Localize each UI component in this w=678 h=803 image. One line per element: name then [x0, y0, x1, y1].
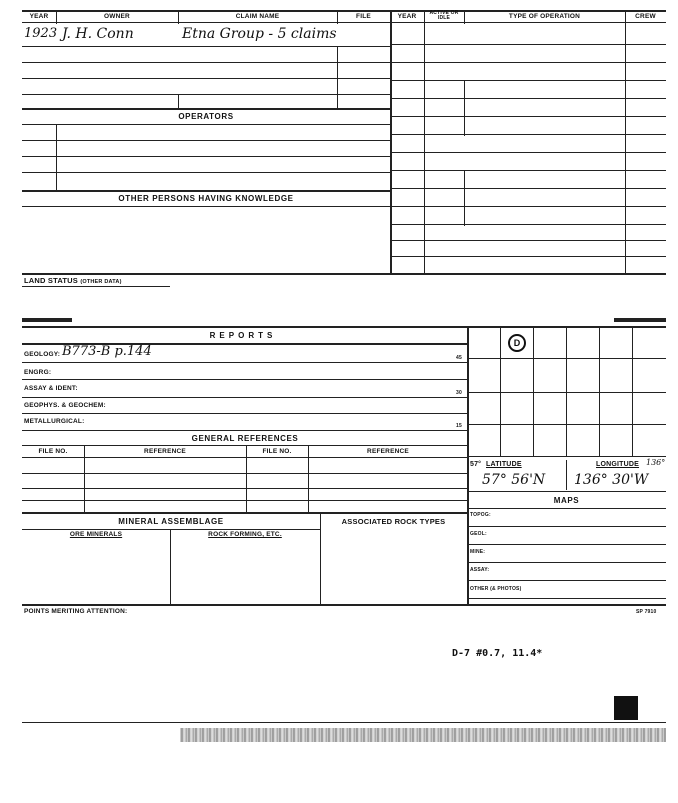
entry-year: 1923	[24, 26, 58, 41]
gr-col-line	[84, 445, 85, 512]
latitude-label: LATITUDE	[486, 461, 522, 468]
gr-header-reference: REFERENCE	[144, 448, 186, 455]
report-value-geology: B773-B p.144	[62, 344, 152, 359]
grid-line	[566, 326, 567, 456]
op-row-rule	[390, 44, 666, 45]
operators-label: OPERATORS	[178, 112, 234, 121]
top-rule	[22, 10, 666, 12]
row-rule	[22, 46, 390, 47]
report-num-30: 30	[456, 390, 462, 396]
header-owner: OWNER	[104, 13, 130, 20]
land-status-underline	[22, 286, 170, 287]
grid-line	[467, 456, 666, 457]
report-label-engrg: ENGRG:	[24, 369, 52, 376]
report-rule	[22, 379, 468, 380]
other-persons-rule	[22, 190, 390, 192]
row-rule	[22, 206, 390, 207]
report-label-geology: GEOLOGY:	[24, 351, 61, 358]
header-rule	[22, 22, 666, 23]
gr-header-file-no: FILE NO.	[38, 448, 68, 455]
op-row-rule	[390, 152, 666, 153]
center-divider	[390, 10, 392, 274]
claims-bottom-rule	[22, 273, 666, 275]
op-row-rule	[390, 80, 666, 81]
op-row-rule	[390, 170, 666, 171]
gr-header-rule	[22, 445, 468, 446]
ma-bottom-rule	[22, 604, 666, 606]
grid-line	[467, 392, 666, 393]
ma-col-line	[170, 529, 171, 604]
gr-rule	[22, 473, 468, 474]
header-file: FILE	[356, 13, 371, 20]
maps-topog: TOPOG:	[470, 512, 491, 518]
row-rule	[22, 62, 390, 63]
row-rule	[22, 124, 390, 125]
maps-rule	[467, 544, 666, 545]
row-rule	[22, 156, 390, 157]
op-row-rule	[390, 116, 666, 117]
report-rule	[22, 362, 468, 363]
points-meriting-attention-label: POINTS MERITING ATTENTION:	[24, 608, 128, 615]
longitude-value: 136° 30'W	[574, 472, 649, 488]
punch-mark	[614, 318, 666, 322]
reports-title: REPORTS	[209, 331, 277, 340]
gr-col-line	[308, 445, 309, 512]
header-claim-name: CLAIM NAME	[235, 13, 280, 20]
gr-bottom-rule	[22, 512, 468, 514]
punch-mark	[22, 318, 72, 322]
lat-long-rule	[467, 491, 666, 492]
typed-note: D-7 #0.7, 11.4*	[452, 648, 543, 659]
report-label-metallurgical: METALLURGICAL:	[24, 418, 85, 425]
gr-rule	[22, 457, 468, 458]
header-active-or-idle: ACTIVE OR IDLE	[429, 10, 459, 21]
latitude-value: 57° 56'N	[482, 472, 546, 488]
lat-prefix: 57°	[470, 461, 482, 468]
land-status-sub: (OTHER DATA)	[80, 279, 122, 285]
header-year: YEAR	[29, 13, 49, 20]
op-year-divider	[424, 10, 425, 274]
row-rule	[22, 78, 390, 79]
maps-mine: MINE:	[470, 549, 486, 555]
maps-rule	[467, 580, 666, 581]
file-col-line	[337, 46, 338, 108]
header-crew: CREW	[635, 13, 656, 20]
row-rule	[22, 94, 390, 95]
maps-header-rule	[467, 508, 666, 509]
grid-line	[467, 424, 666, 425]
report-rule	[22, 397, 468, 398]
maps-rule	[467, 598, 666, 599]
maps-rule	[467, 526, 666, 527]
op-row-rule	[390, 98, 666, 99]
gr-rule	[22, 488, 468, 489]
longitude-label: LONGITUDE	[596, 461, 640, 468]
maps-other: OTHER (& PHOTOS)	[470, 586, 522, 592]
op-row-rule	[390, 256, 666, 257]
gr-header-reference-2: REFERENCE	[367, 448, 409, 455]
land-status-label	[24, 276, 122, 285]
op-row-rule	[390, 206, 666, 207]
row-rule	[22, 172, 390, 173]
form-number: SP 7910	[636, 609, 657, 615]
mineral-assemblage-title: MINERAL ASSEMBLAGE	[118, 517, 224, 526]
crew-divider	[625, 10, 626, 274]
gr-rule	[22, 500, 468, 501]
land-status-text: LAND STATUS	[24, 276, 79, 285]
op-inner-line	[464, 80, 465, 136]
op-row-rule	[390, 134, 666, 135]
grid-line	[533, 326, 534, 456]
header-op-year: YEAR	[397, 13, 417, 20]
grid-line	[500, 326, 501, 456]
registration-mark	[614, 696, 638, 720]
maps-title: MAPS	[553, 496, 580, 505]
associated-rock-types-label: ASSOCIATED ROCK TYPES	[341, 517, 446, 526]
grid-line	[599, 326, 600, 456]
report-num-15: 15	[456, 423, 462, 429]
op-row-rule	[390, 224, 666, 225]
grid-line	[467, 358, 666, 359]
maps-rule	[467, 562, 666, 563]
page-bottom-rule	[22, 722, 666, 723]
other-persons-label: OTHER PERSONS HAVING KNOWLEDGE	[118, 194, 294, 203]
report-label-geophys: GEOPHYS. & GEOCHEM:	[24, 402, 106, 409]
op-row-rule	[390, 240, 666, 241]
operators-rule	[22, 108, 390, 110]
entry-owner: J. H. Conn	[62, 26, 134, 42]
maps-geol: GEOL:	[470, 531, 487, 537]
row-rule	[22, 140, 390, 141]
operators-year-line	[56, 124, 57, 190]
reports-top-rule	[22, 326, 666, 328]
rock-forming-label: ROCK FORMING, ETC.	[208, 531, 282, 538]
grid-line	[632, 326, 633, 456]
longitude-suffix: 136°	[646, 458, 666, 467]
report-rule	[22, 430, 468, 431]
grid-mark-d: D	[508, 334, 526, 352]
scan-noise-strip	[180, 728, 666, 742]
report-num-45: 45	[456, 355, 462, 361]
gr-col-line	[246, 445, 247, 512]
owner-col-line	[178, 94, 179, 108]
ore-minerals-label: ORE MINERALS	[69, 531, 123, 538]
general-references-title: GENERAL REFERENCES	[191, 434, 299, 443]
op-row-rule	[390, 62, 666, 63]
ma-header-rule	[22, 529, 320, 530]
gr-header-file-no-2: FILE NO.	[262, 448, 292, 455]
report-label-assay: ASSAY & IDENT:	[24, 385, 78, 392]
lat-long-divider	[566, 460, 567, 490]
op-row-rule	[390, 188, 666, 189]
header-type-of-operation: TYPE OF OPERATION	[508, 13, 581, 20]
entry-claim-name: Etna Group - 5 claims	[182, 26, 337, 42]
report-rule	[22, 413, 468, 414]
maps-assay: ASSAY:	[470, 567, 490, 573]
op-inner-line	[464, 170, 465, 226]
